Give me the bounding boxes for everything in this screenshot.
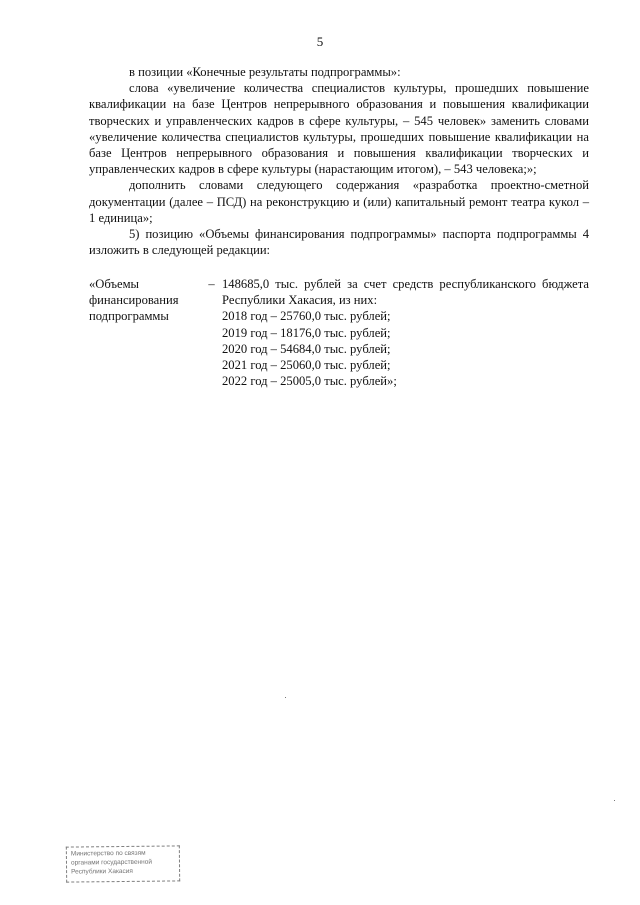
financing-year-2018: 2018 год – 25760,0 тыс. рублей; — [222, 309, 391, 324]
financing-year-2019: 2019 год – 18176,0 тыс. рублей; — [222, 325, 391, 340]
scan-speck — [285, 697, 286, 698]
registration-stamp — [66, 845, 180, 882]
financing-values — [222, 276, 589, 389]
stamp-line: органами государственной — [70, 858, 153, 867]
financing-dash: – — [208, 277, 215, 291]
paragraph-item-5: 5) позицию «Объемы финансирования подпрограммы» паспорта подпрограммы 4 изложить в следующей редакции: — [89, 227, 589, 258]
paragraph-add-words: дополнить словами следующего содержания «разработка проектно-сметной документации (далее – ПСД) на реконструкцию и (или) капитальный ремонт театра кукол – 1 единица»; — [89, 178, 589, 225]
financing-year-2020: 2020 год – 54684,0 тыс. рублей; — [222, 341, 391, 356]
financing-year-2022: 2022 год – 25005,0 тыс. рублей»; — [222, 374, 397, 389]
stamp-line: Министерство по связям — [70, 849, 146, 858]
body-text — [89, 64, 589, 258]
paragraph-final-results: в позиции «Конечные результаты подпрограммы»: — [129, 65, 401, 79]
financing-year-2021: 2021 год – 25060,0 тыс. рублей; — [222, 358, 391, 373]
financing-total: 148685,0 тыс. рублей за счет средств республиканского бюджета Республики Хакасия, из них: — [222, 277, 589, 308]
page-number: 5 — [316, 34, 324, 49]
paragraph-replace-words: слова «увеличение количества специалистов культуры, прошедших повышение квалификации на базе Центров непрерывного образования и повышения квалификации творческих и управленческих кадров в сфере культуры, – 545 человек» заменить словами «увеличение количества специалистов культуры, прошедших повышение квалификации на базе Центров непрерывного образования и повышения квалификации творческих и управленческих кадров в сфере культуры (нарастающим итогом), – 543 человека;»; — [89, 81, 589, 177]
financing-label: «Объемы финансирования подпрограммы — [89, 277, 179, 324]
stamp-line: Республики Хакасия — [71, 867, 133, 876]
scan-speck — [614, 800, 615, 801]
financing-table — [89, 276, 589, 389]
